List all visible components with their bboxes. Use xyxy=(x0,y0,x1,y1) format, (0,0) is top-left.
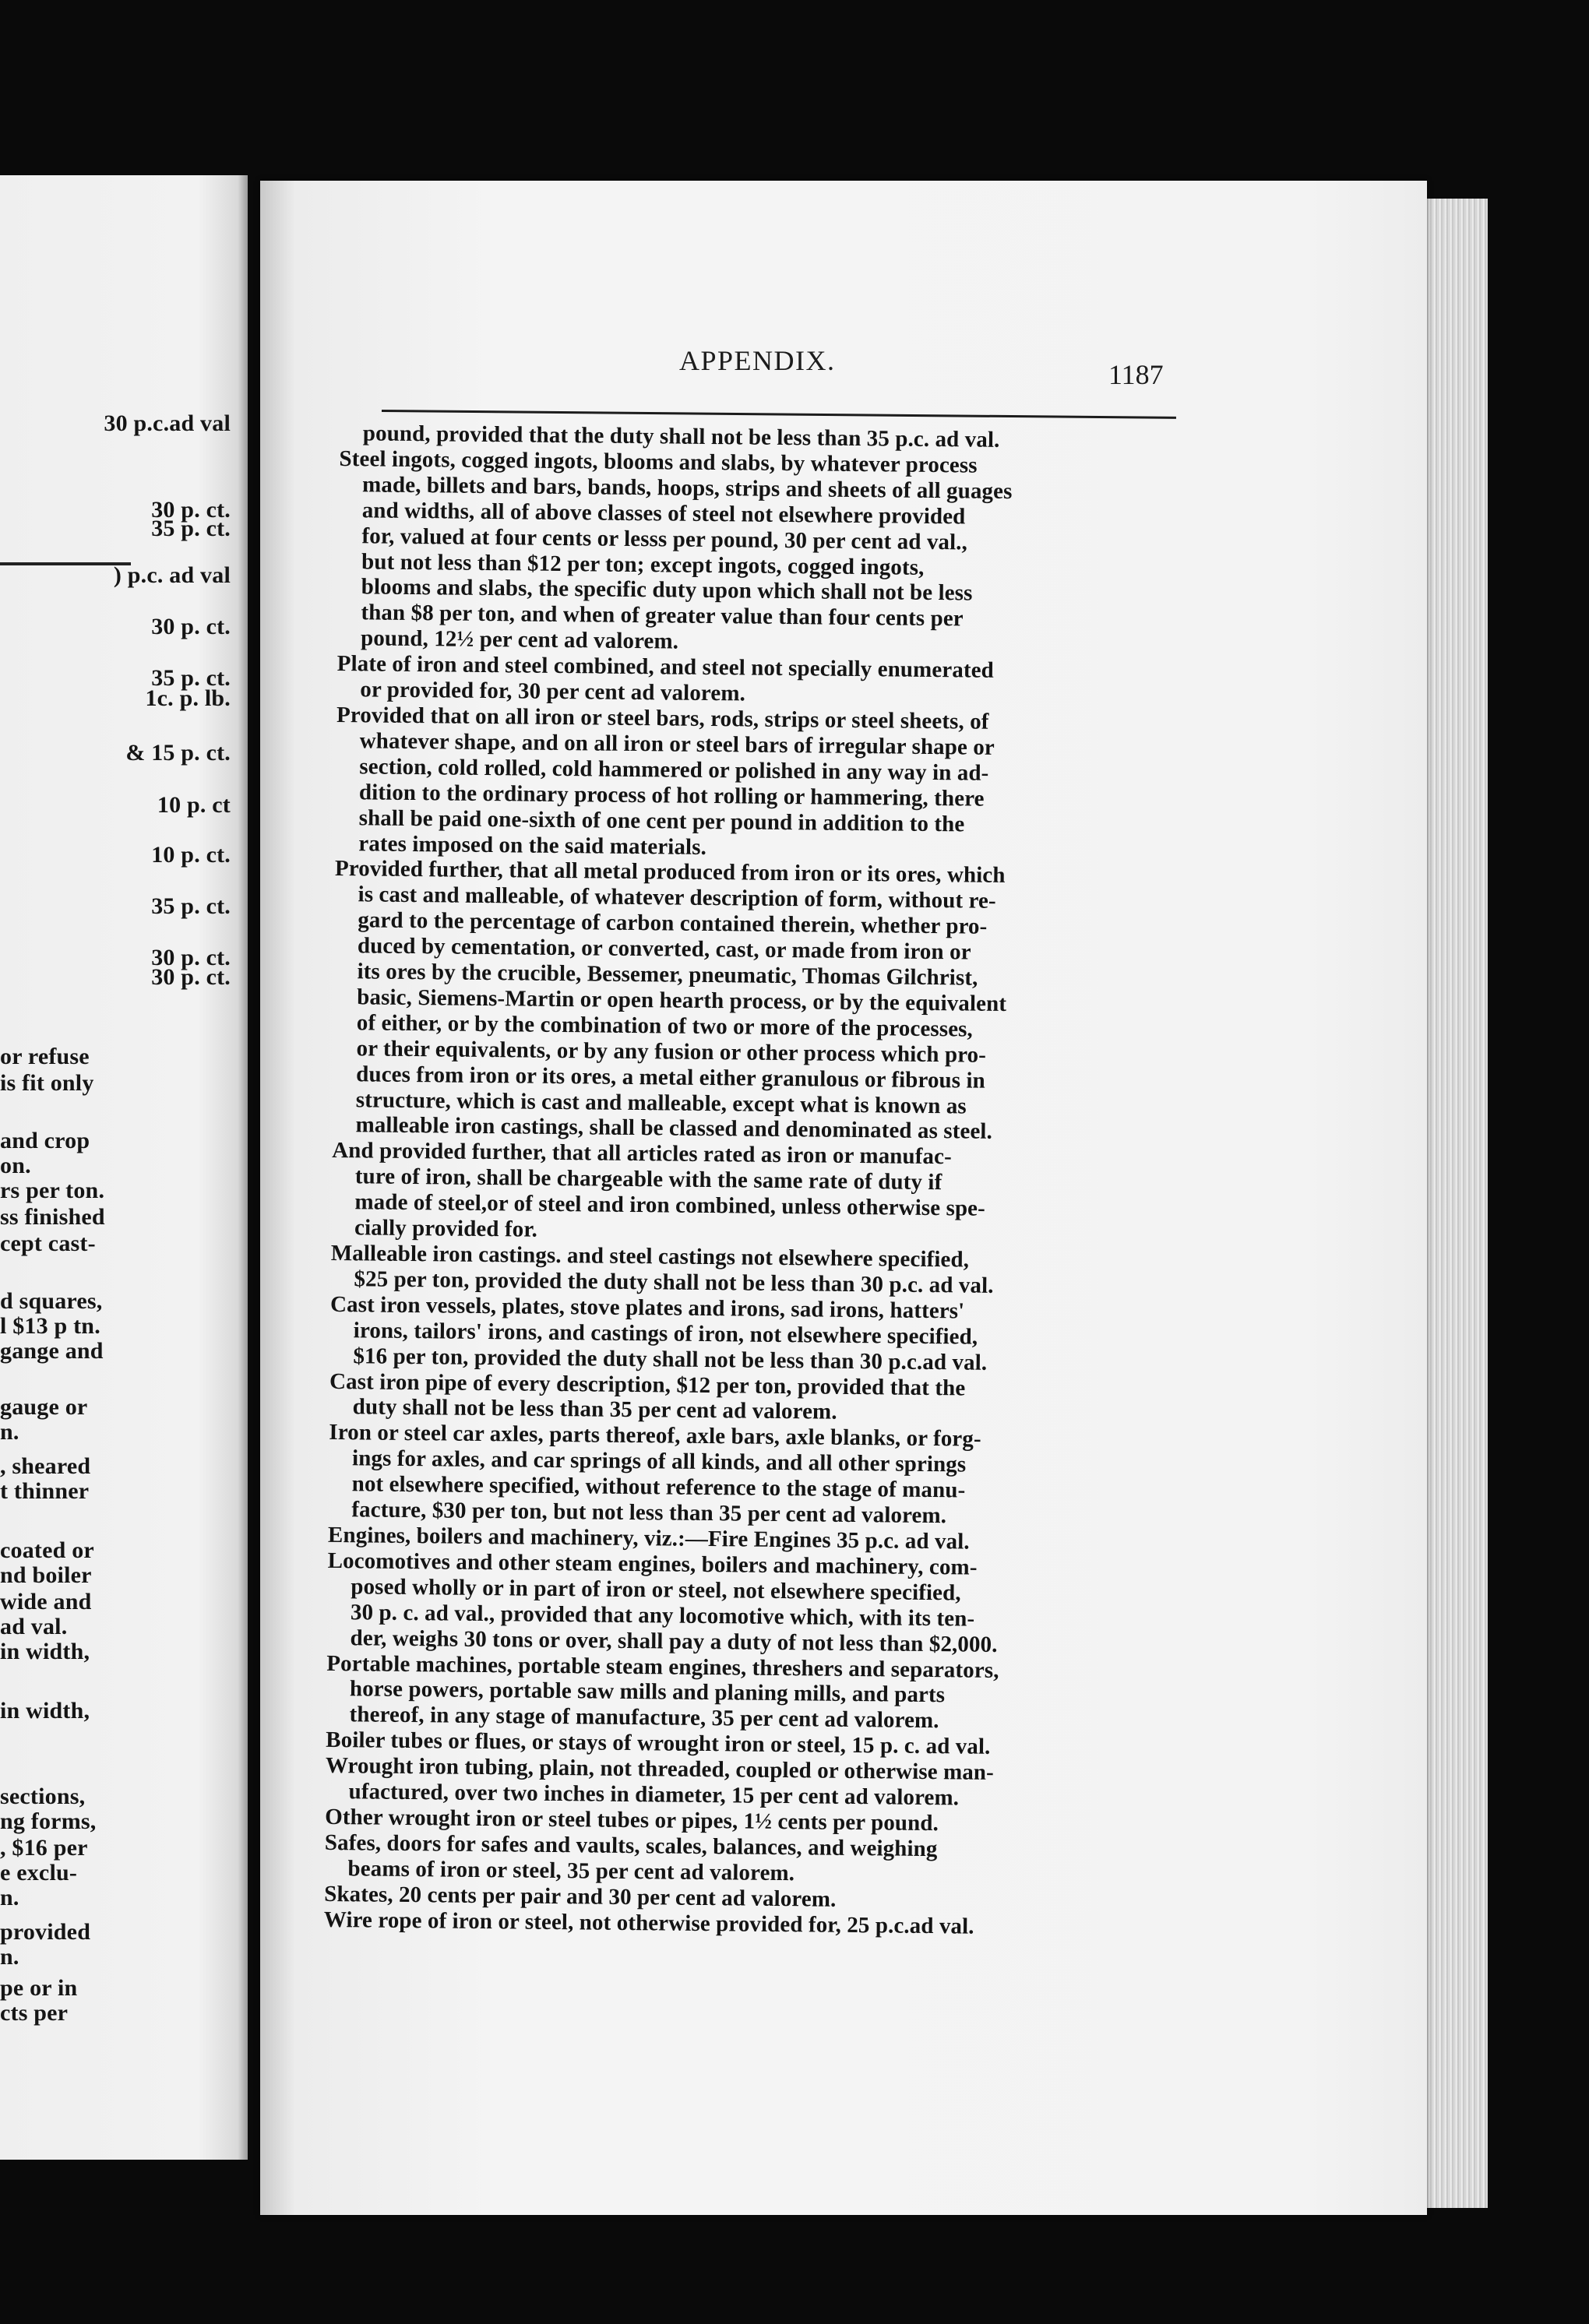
left-page-fragment: 35 p. ct. xyxy=(151,893,231,919)
left-page-fragment: n. xyxy=(0,1419,19,1445)
text-line: Boiler tubes or flues, or stays of wrought iron or steel, 15 p. c. ad val. xyxy=(326,1727,991,1760)
left-page-fragment: 30 p. ct. xyxy=(151,964,231,990)
text-line: Provided further, that all metal produced from iron or its ores, which xyxy=(334,856,1006,889)
text-line: Cast iron pipe of every description, $12 per ton, provided that the xyxy=(329,1368,966,1401)
left-page-fragment: 30 p. ct. xyxy=(151,945,231,970)
text-line: is cast and malleable, of whatever description of form, without re- xyxy=(358,882,996,914)
text-line: pound, 12½ per cent ad valorem. xyxy=(360,625,679,654)
text-line: made, billets and bars, bands, hoops, strips and sheets of all guages xyxy=(361,472,1013,504)
text-line: $16 per ton, provided the duty shall not be less than 30 p.c.ad val. xyxy=(353,1343,988,1375)
text-line: duced by cementation, or converted, cast, or made from iron or xyxy=(357,933,971,965)
left-page-fragment: wide and xyxy=(0,1589,92,1614)
text-line: shall be paid one-sixth of one cent per pound in addition to the xyxy=(358,805,965,837)
text-line: pound, provided that the duty shall not be less than 35 p.c. ad val. xyxy=(362,421,1000,452)
left-page-fragment: on. xyxy=(0,1153,31,1178)
text-line: of either, or by the combination of two or more of the processes, xyxy=(356,1010,974,1042)
text-line: than $8 per ton, and when of greater value than four cents per xyxy=(361,600,964,632)
left-page-fragment: in width, xyxy=(0,1639,90,1664)
text-line: Wire rope of iron or steel, not otherwise provided for, 25 p.c.ad val. xyxy=(323,1907,974,1939)
text-line: made of steel,or of steel and iron combined, unless otherwise spe- xyxy=(354,1189,986,1221)
left-page-fragment: 35 p. ct. xyxy=(151,665,231,691)
left-page-fragment: 35 p. ct. xyxy=(151,516,231,541)
text-line: duty shall not be less than 35 per cent ad valorem. xyxy=(352,1394,837,1425)
text-line: Cast iron vessels, plates, stove plates and irons, sad irons, hatters' xyxy=(329,1291,965,1324)
left-page-fragment: nd boiler xyxy=(0,1562,92,1588)
text-line: Safes, doors for safes and vaults, scales, balances, and weighing xyxy=(324,1829,938,1861)
left-page-fragment: 1c. p. lb. xyxy=(145,685,231,711)
text-line: duces from iron or its ores, a metal either granulous or fibrous in xyxy=(356,1061,986,1093)
text-line: der, weighs 30 tons or over, shall pay a duty of not less than $2,000. xyxy=(350,1625,998,1657)
left-page-fragment: pe or in xyxy=(0,1975,78,2001)
text-line: horse powers, portable saw mills and planing mills, and parts xyxy=(349,1676,946,1708)
left-page-fragment: t thinner xyxy=(0,1478,90,1504)
left-page-fragment: & 15 p. ct. xyxy=(125,740,231,766)
text-line: ings for axles, and car springs of all kinds, and all other springs xyxy=(351,1445,967,1477)
page-number: 1187 xyxy=(1108,359,1164,390)
left-page-fragment: n. xyxy=(0,1885,19,1910)
text-line: structure, which is cast and malleable, except what is known as xyxy=(355,1086,967,1119)
left-page-fragment: , $16 per xyxy=(0,1835,88,1861)
text-line: Provided that on all iron or steel bars, rods, strips or steel sheets, of xyxy=(336,702,989,734)
left-page-fragment: l $13 p tn. xyxy=(0,1313,100,1339)
left-page-fragment: ng forms, xyxy=(0,1808,97,1834)
left-page-fragment: d squares, xyxy=(0,1288,103,1314)
left-page-fragment: coated or xyxy=(0,1537,94,1563)
text-line: Other wrought iron or steel tubes or pipes, 1½ cents per pound. xyxy=(325,1804,939,1836)
left-page-fragment: cts per xyxy=(0,2000,69,2026)
text-line: or their equivalents, or by any fusion or other process which pro- xyxy=(356,1036,987,1068)
left-page xyxy=(0,175,248,2160)
left-page-fragment: ad val. xyxy=(0,1614,68,1639)
text-line: $25 per ton, provided the duty shall not be less than 30 p.c. ad val. xyxy=(354,1266,994,1298)
text-line: thereof, in any stage of manufacture, 35 per cent ad valorem. xyxy=(349,1702,939,1734)
text-line: ture of iron, shall be chargeable with the same rate of duty if xyxy=(354,1164,942,1195)
left-page-fragment: gange and xyxy=(0,1338,104,1364)
left-page-fragment: or refuse xyxy=(0,1044,90,1069)
left-page-fragment: 30 p. ct. xyxy=(151,497,231,523)
left-page-fragment: in width, xyxy=(0,1698,90,1724)
text-line: rates imposed on the said materials. xyxy=(358,830,707,860)
left-page-fragment: is fit only xyxy=(0,1070,94,1096)
text-line: Iron or steel car axles, parts thereof, axle bars, axle blanks, or forg- xyxy=(329,1420,981,1452)
text-line: facture, $30 per ton, but not less than 35 per cent ad valorem. xyxy=(351,1497,947,1529)
left-page-fragment: gauge or xyxy=(0,1394,88,1420)
left-page-fragment: 10 p. ct. xyxy=(151,842,231,868)
page-body-text xyxy=(324,421,1181,1942)
text-line: Portable machines, portable steam engines, threshers and separators, xyxy=(326,1650,999,1683)
left-page-fragment: ss finished xyxy=(0,1204,105,1230)
text-line: its ores by the crucible, Bessemer, pneumatic, Thomas Gilchrist, xyxy=(357,959,978,991)
text-line: beams of iron or steel, 35 per cent ad valorem. xyxy=(347,1855,795,1886)
left-page-fragment: rs per ton. xyxy=(0,1178,105,1203)
text-line: ufactured, over two inches in diameter, 15 per cent ad valorem. xyxy=(348,1779,960,1811)
left-page-header-rule xyxy=(0,562,131,565)
text-line: and widths, all of above classes of steel not elsewhere provided xyxy=(361,498,966,530)
text-line: but not less than $12 per ton; except ingots, cogged ingots, xyxy=(361,548,925,580)
text-line: basic, Siemens-Martin or open hearth process, or by the equivalent xyxy=(357,984,1007,1016)
left-page-fragment: and crop xyxy=(0,1128,90,1153)
running-head: APPENDIX. xyxy=(679,345,836,376)
text-line: whatever shape, and on all iron or steel bars of irregular shape or xyxy=(359,728,995,760)
text-line: Malleable iron castings. and steel castings not elsewhere specified, xyxy=(330,1240,970,1273)
left-page-fragment: n. xyxy=(0,1944,19,1970)
text-line: or provided for, 30 per cent ad valorem. xyxy=(360,677,746,706)
text-line: Wrought iron tubing, plain, not threaded, coupled or otherwise man- xyxy=(325,1753,995,1786)
text-line: malleable iron castings, shall be classed and denominated as steel. xyxy=(355,1112,993,1145)
page-edges xyxy=(1427,199,1488,2208)
left-page-fragment: provided xyxy=(0,1919,91,1945)
text-line: section, cold rolled, cold hammered or polished in any way in ad- xyxy=(359,754,989,786)
text-line: for, valued at four cents or lesss per pound, 30 per cent ad val., xyxy=(361,523,968,555)
left-page-fragment: 30 p. ct. xyxy=(151,614,231,639)
left-page-fragment: 10 p. ct xyxy=(157,792,231,818)
text-line: Plate of iron and steel combined, and steel not specially enumerated xyxy=(336,651,995,683)
text-line: blooms and slabs, the specific duty upon which shall not be less xyxy=(361,574,973,606)
left-page-fragment: cept cast- xyxy=(0,1231,96,1256)
text-line: dition to the ordinary process of hot rolling or hammering, there xyxy=(358,779,985,812)
text-line: irons, tailors' irons, and castings of iron, not elsewhere specified, xyxy=(353,1317,978,1350)
text-line: not elsewhere specified, without reference to the stage of manu- xyxy=(351,1471,966,1503)
left-page-fragment: ) p.c. ad val xyxy=(113,562,231,588)
text-line: cially provided for. xyxy=(354,1215,538,1242)
left-page-fragment: 30 p.c.ad val xyxy=(104,410,231,436)
text-line: gard to the percentage of carbon contained therein, whether pro- xyxy=(358,907,988,939)
left-page-fragment: sections, xyxy=(0,1783,86,1809)
text-line: Engines, boilers and machinery, viz.:—Fire Engines 35 p.c. ad val. xyxy=(327,1522,970,1555)
text-line: 30 p. c. ad val., provided that any locomotive which, with its ten- xyxy=(350,1599,975,1632)
text-line: And provided further, that all articles rated as iron or manufac- xyxy=(332,1138,952,1170)
left-page-fragment: , sheared xyxy=(0,1453,91,1479)
text-line: Steel ingots, cogged ingots, blooms and slabs, by whatever process xyxy=(339,445,978,478)
left-page-fragment: e exclu- xyxy=(0,1860,78,1886)
text-line: posed wholly or in part of iron or steel, not elsewhere specified, xyxy=(351,1574,961,1606)
text-line: Skates, 20 cents per pair and 30 per cent ad valorem. xyxy=(324,1881,837,1912)
text-line: Locomotives and other steam engines, boilers and machinery, com- xyxy=(327,1548,978,1580)
